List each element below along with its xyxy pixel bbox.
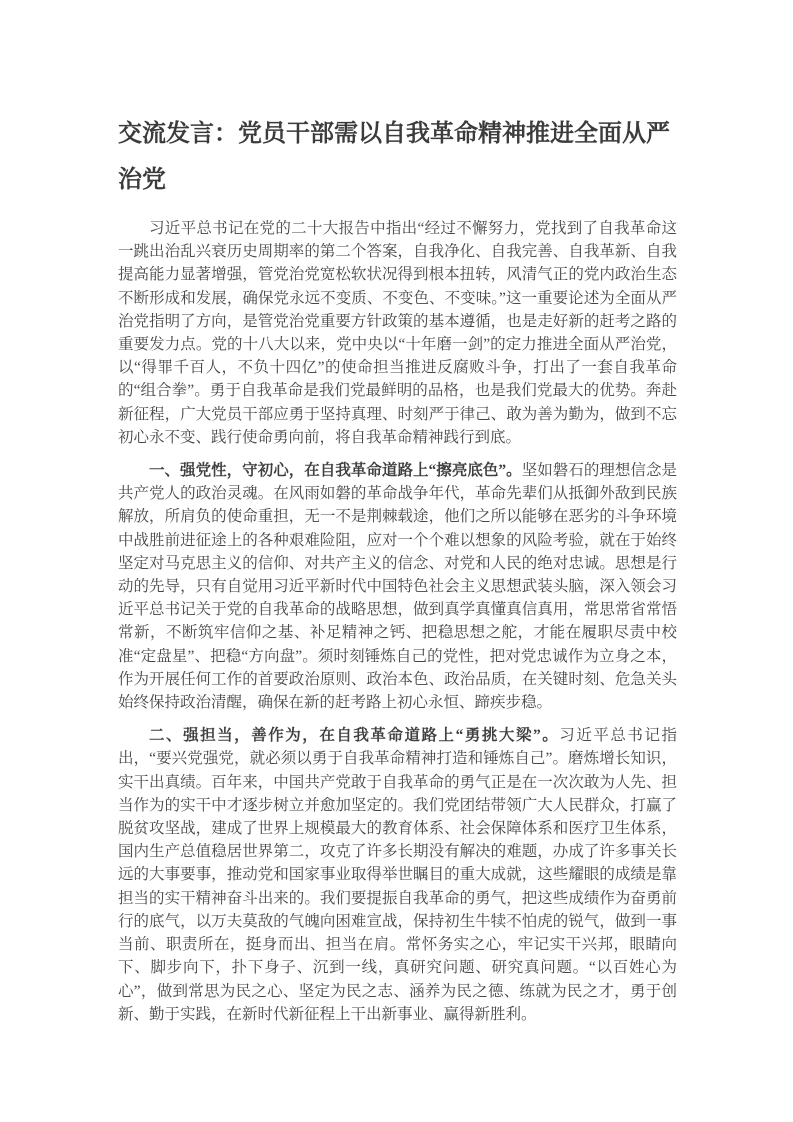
document-title: 交流发言：党员干部需以自我革命精神推进全面从严治党 — [118, 120, 670, 193]
section-1-heading: 一、强党性，守初心，在自我革命道路上“擦亮底色”。 — [149, 462, 522, 480]
section-2-text: 习近平总书记指出，“要兴党强党，就必须以勇于自我革命精神打造和锤炼自己”。磨炼增长知识，实干出真绩。百年来，中国共产党敢于自我革命的勇气正是在一次次敢为人先、担当作为的实干中才逐步树立并愈加坚定的。我们党团结带领广大人民群众，打赢了脱贫攻坚战，建成了世界上规模最大的教育体系、社会保障体系和医疗卫生体系，国内生产总值稳居世界第二，攻克了许多长期没有解决的难题，办成了许多事关长远的大事要事，推动党和国家事业取得举世瞩目的重大成就，这些耀眼的成绩是靠担当的实干精神奋斗出来的。我们要提振自我革命的勇气，把这些成绩作为奋勇前行的底气，以万夫莫敌的气魄向困难宣战，保持初生牛犊不怕虎的锐气，做到一事当前、职责所在，挺身而出、担当在肩。常怀务实之心，牢记实干兴邦，眼睛向下、脚步向下，扑下身子、沉到一线，真研究问题、研究真问题。“以百姓心为心”，做到常思为民之心、坚定为民之志、涵养为民之德、练就为民之才，勇于创新、勤于实践，在新时代新征程上干出新事业、赢得新胜利。 — [118, 727, 677, 1023]
paragraph-section-1 — [118, 459, 677, 714]
paragraph-intro-text: 习近平总书记在党的二十大报告中指出“经过不懈努力，党找到了自我革命这一跳出治乱兴衰历史周期率的第二个答案，自我净化、自我完善、自我革新、自我提高能力显著增强，管党治党宽松软状况得到根本扭转，风清气正的党内政治生态不断形成和发展，确保党永远不变质、不变色、不变味。”这一重要论述为全面从严治党指明了方向，是管党治党重要方针政策的基本遵循，也是走好新的赶考之路的重要发力点。党的十八大以来，党中央以“十年磨一剑”的定力推进全面从严治党，以“得罪千百人，不负十四亿”的使命担当推进反腐败斗争，打出了一套自我革命的“组合拳”。勇于自我革命是我们党最鲜明的品格，也是我们党最大的优势。奔赴新征程，广大党员干部应勇于坚持真理、时刻严于律己、敢为善为勤为，做到不忘初心永不变、践行使命勇向前，将自我革命精神践行到底。 — [118, 220, 677, 446]
paragraph-section-2 — [118, 724, 677, 1026]
paragraph-intro — [118, 217, 677, 449]
section-1-text: 坚如磐石的理想信念是共产党人的政治灵魂。在风雨如磐的革命战争年代，革命先辈们从抵御外敌到民族解放，所肩负的使命重担，无一不是荆棘载途，他们之所以能够在恶劣的斗争环境中战胜前进征途上的各种艰难险阻，应对一个个难以想象的风险考验，就在于始终坚定对马克思主义的信仰、对共产主义的信念、对党和人民的绝对忠诚。思想是行动的先导，只有自觉用习近平新时代中国特色社会主义思想武装头脑，深入领会习近平总书记关于党的自我革命的战略思想，做到真学真懂真信真用，常思常省常悟常新，不断筑牢信仰之基、补足精神之钙、把稳思想之舵，才能在履职尽责中校准“定盘星”、把稳“方向盘”。须时刻锤炼自己的党性，把对党忠诚作为立身之本，作为开展任何工作的首要政治原则、政治本色、政治品质，在关键时刻、危急关头始终保持政治清醒，确保在新的赶考路上初心永恒、蹄疾步稳。 — [118, 462, 677, 712]
section-2-heading: 二、强担当，善作为，在自我革命道路上“勇挑大梁”。 — [149, 727, 560, 745]
